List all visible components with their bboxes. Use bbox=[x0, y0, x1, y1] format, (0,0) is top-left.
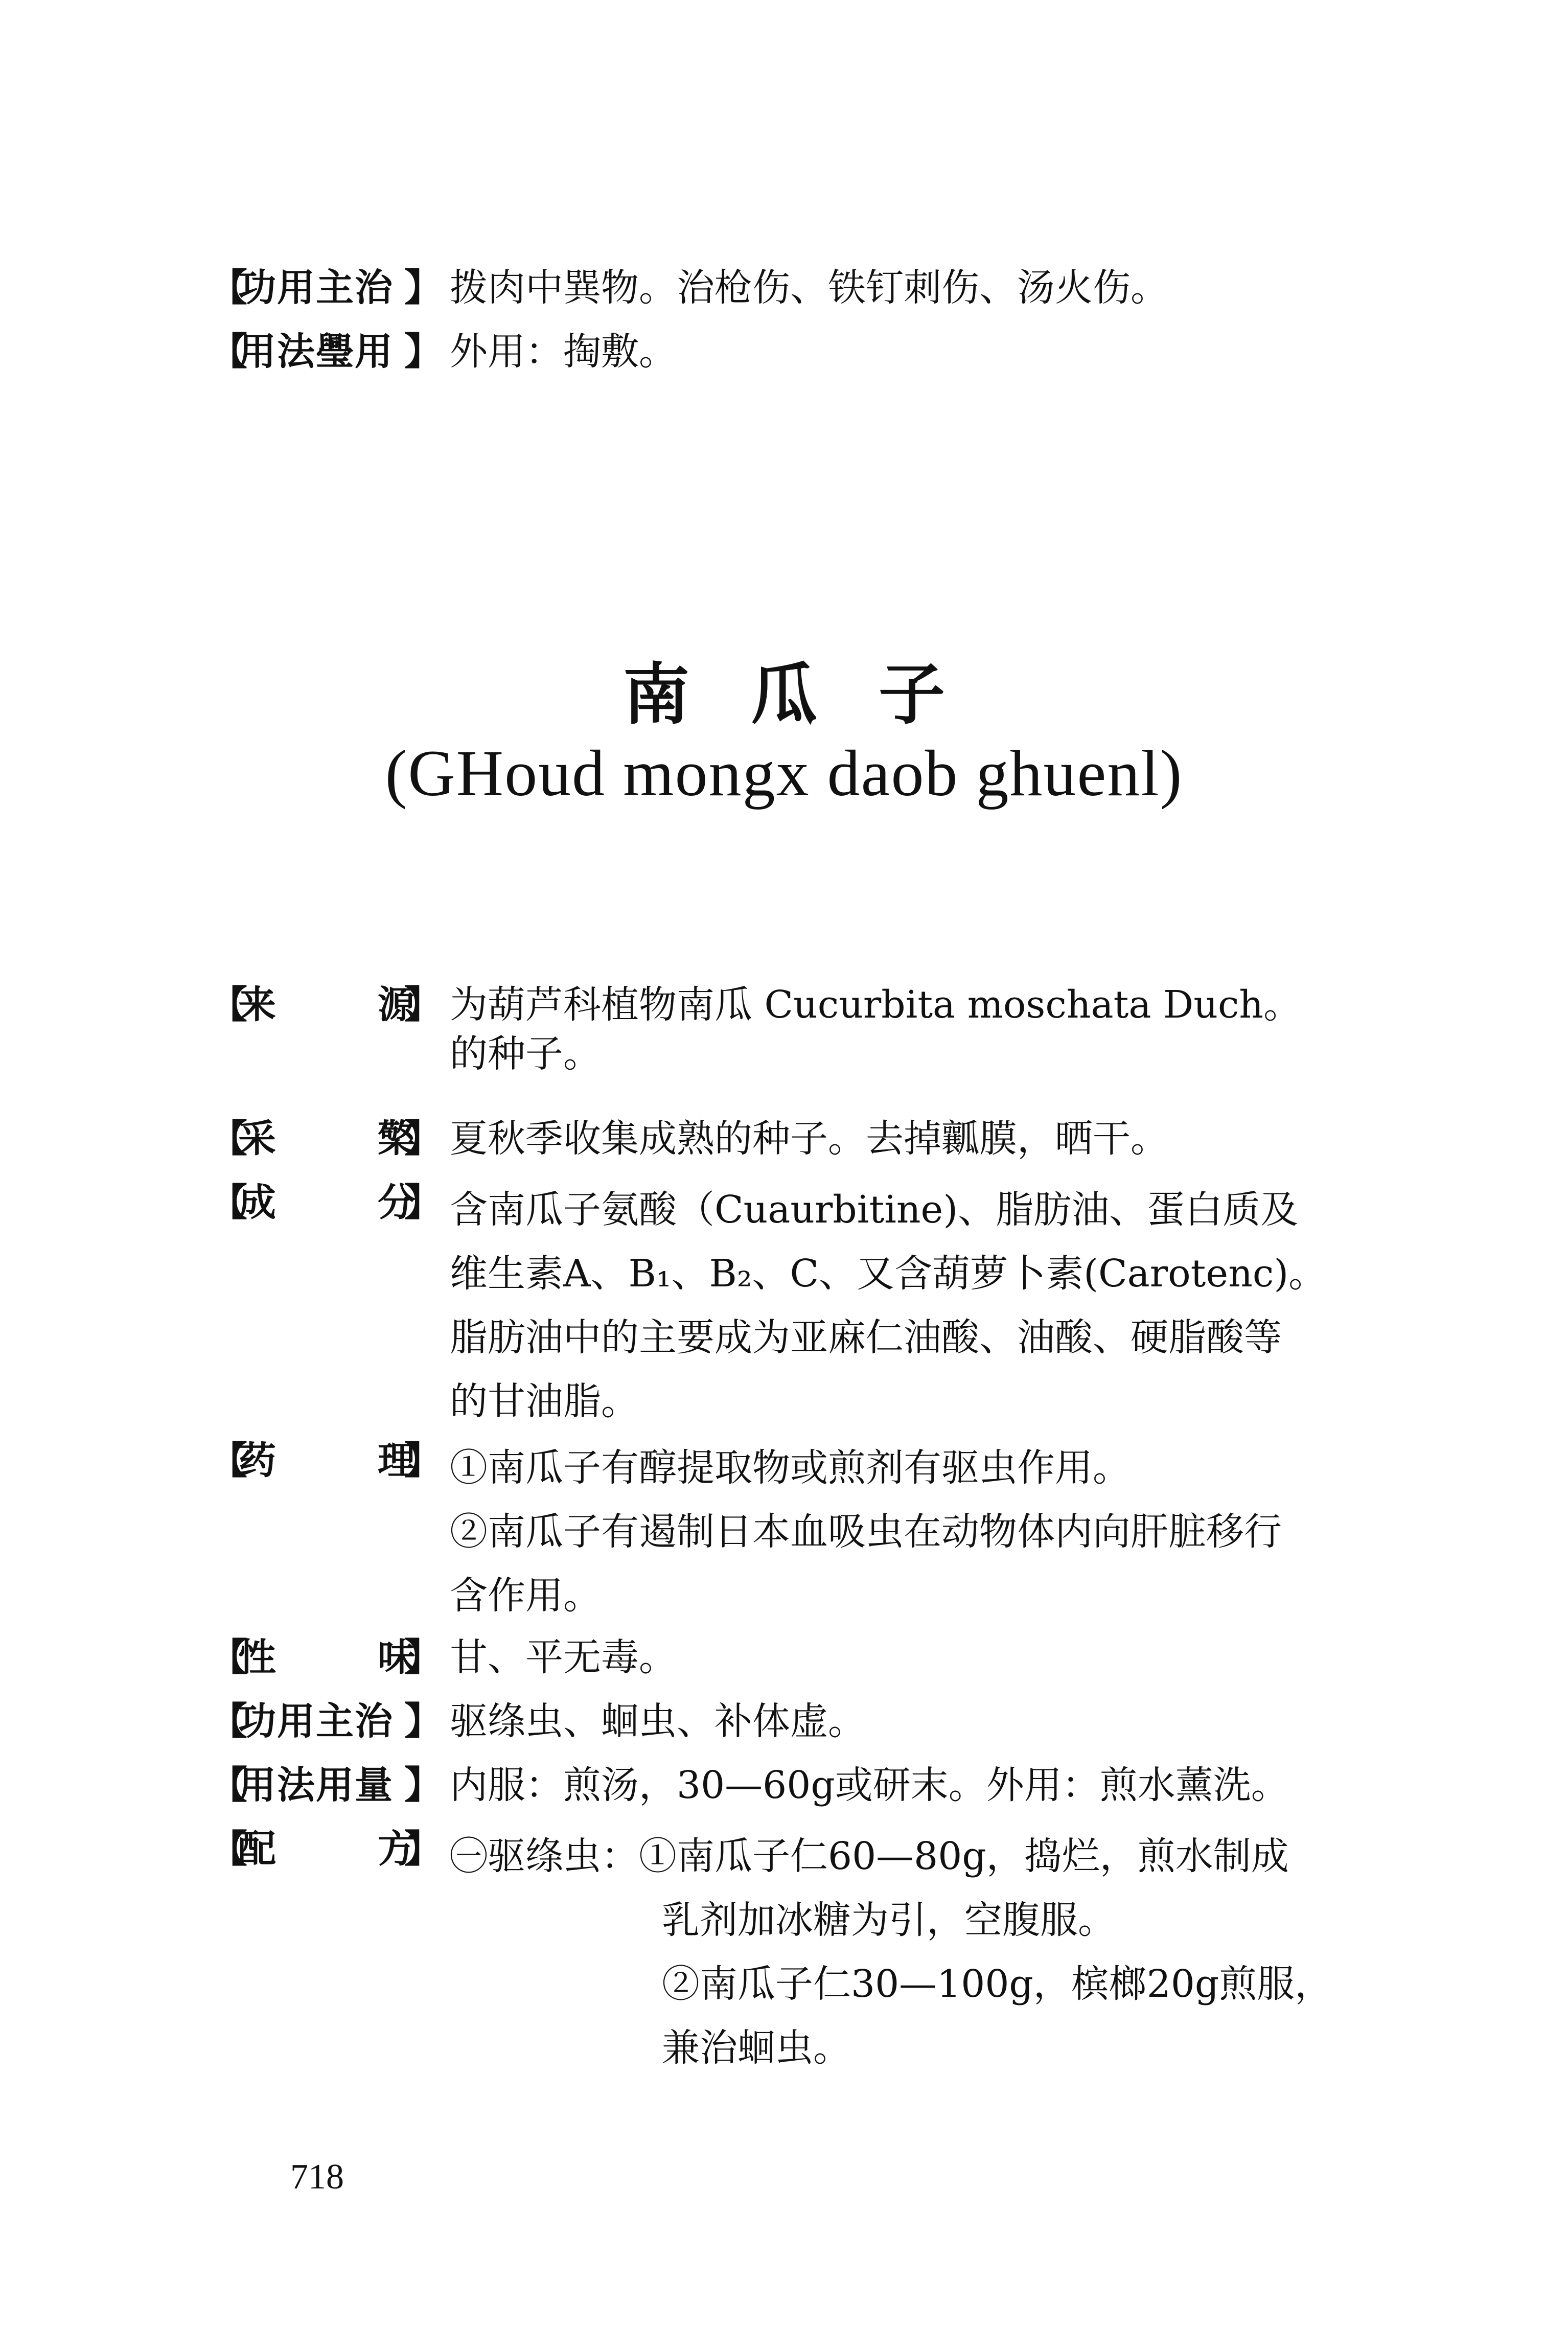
formula-item1-line1: ①南瓜子仁60—80g，捣烂，煎水制成 bbox=[639, 1834, 1289, 1878]
source-line-1: 为葫芦科植物南瓜 Cucurbita moschata Duch。 bbox=[450, 983, 1302, 1027]
prev-functions-entry: 【 功用主治 】 拨肉中巽物。治枪伤、铁钉刺伤、汤火伤。 bbox=[210, 263, 1568, 312]
source-entry: 【 来 源 】 为葫芦科植物南瓜 Cucurbita moschata Duch。 的种子。 bbox=[210, 980, 1568, 1078]
formula-item2-line2: 兼治蛔虫。 bbox=[662, 2026, 851, 2070]
formula-item2-line1: ②南瓜子仁30—100g，槟榔20g煎服， bbox=[662, 1962, 1333, 2006]
composition-entry: 【 成 分 】 含南瓜子氨酸（Cuaurbitine)、脂肪油、蛋白质及 维生素A、B₁、B₂、C、又含葫萝卜素(Carotenc)。 脂肪油中的主要成为亚麻仁油酸、油酸、硬脂酸等 的甘油脂。 bbox=[210, 1178, 1568, 1434]
prev-usage-text: 外用：掏敷。 bbox=[450, 330, 677, 374]
prev-usage-entry: 【 用法璺用 】 外用：掏敷。 bbox=[210, 327, 1568, 376]
formula-intro: ㊀驱绦虫： bbox=[450, 1834, 639, 1878]
usage-line-1: 内服：煎汤，30—60g或研末。外用：煎水薰洗。 bbox=[450, 1763, 1289, 1807]
functions-entry: 【 功用主治 】 驱绦虫、蛔虫、补体虚。 bbox=[210, 1697, 1568, 1746]
usage-entry: 【 用法用量 】 内服：煎汤，30—60g或研末。外用：煎水薰洗。 bbox=[210, 1761, 1568, 1810]
formula-entry: 【 配 方 】 ㊀驱绦虫：①南瓜子仁60—80g，捣烂，煎水制成 乳剂加冰糖为引，空腹服。 ②南瓜子仁30—100g，槟榔20g煎服， 兼治蛔虫。 bbox=[210, 1825, 1568, 2080]
formula-item-1 bbox=[450, 1825, 1568, 1888]
source-line-2: 的种子。 bbox=[450, 1032, 601, 1076]
pharmacology-entry: 【 药 理 】 ①南瓜子有醇提取物或煎剂有驱虫作用。 ②南瓜子有遏制日本血吸虫在动物体内向肝脏移行 含作用。 bbox=[210, 1436, 1568, 1628]
formula-item1-line2: 乳剂加冰糖为引，空腹服。 bbox=[662, 1898, 1116, 1942]
composition-line-3: 脂肪油中的主要成为亚麻仁油酸、油酸、硬脂酸等 bbox=[450, 1316, 1282, 1359]
pharmacology-line-3: 含作用。 bbox=[450, 1574, 601, 1618]
collection-line-1: 夏秋季收集成熟的种子。去掉瓤膜，晒干。 bbox=[450, 1117, 1168, 1161]
pharmacology-line-2: ②南瓜子有遏制日本血吸虫在动物体内向肝脏移行 bbox=[450, 1510, 1282, 1554]
composition-line-1: 含南瓜子氨酸（Cuaurbitine)、脂肪油、蛋白质及 bbox=[450, 1188, 1299, 1232]
functions-line-1: 驱绦虫、蛔虫、补体虚。 bbox=[450, 1699, 866, 1743]
nature-line-1: 甘、平无毒。 bbox=[450, 1635, 677, 1679]
prev-functions-text: 拨肉中巽物。治枪伤、铁钉刺伤、汤火伤。 bbox=[450, 266, 1168, 310]
collection-entry: 【 采 檠 】 夏秋季收集成熟的种子。去掉瓤膜，晒干。 bbox=[210, 1114, 1568, 1163]
herb-subtitle: (GHoud mongx daob ghuenl) bbox=[385, 737, 1183, 810]
composition-line-4: 的甘油脂。 bbox=[450, 1379, 639, 1423]
composition-line-2: 维生素A、B₁、B₂、C、又含葫萝卜素(Carotenc)。 bbox=[450, 1252, 1327, 1296]
herb-title: 南瓜子 bbox=[622, 656, 1006, 733]
nature-entry: 【 性 味 】 甘、平无毒。 bbox=[210, 1633, 1568, 1682]
pharmacology-line-1: ①南瓜子有醇提取物或煎剂有驱虫作用。 bbox=[450, 1446, 1131, 1490]
page-number: 718 bbox=[290, 2157, 344, 2197]
